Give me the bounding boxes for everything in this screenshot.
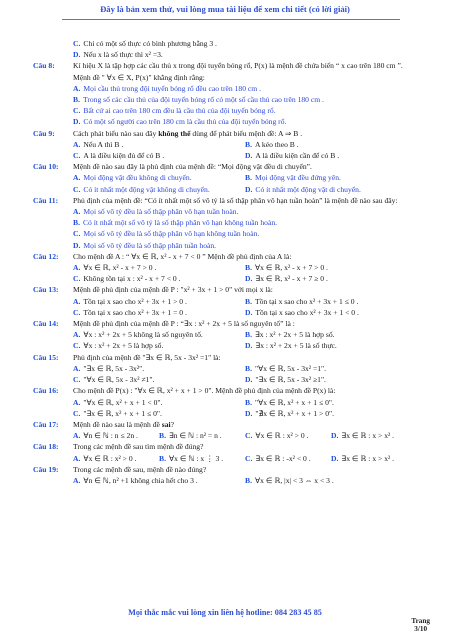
question-list bbox=[33, 38, 418, 486]
question-14 bbox=[33, 318, 418, 329]
question-16 bbox=[33, 385, 418, 396]
question-15 bbox=[33, 352, 418, 363]
option-c: C. ∀x ∈ ℝ : x² > 0 . bbox=[245, 431, 309, 441]
question-12 bbox=[33, 251, 418, 262]
question-text: Cho mệnh đề A : “ ∀x ∈ ℝ, x² - x + 7 < 0 ” Mệnh đề phủ định của A là: bbox=[73, 251, 292, 261]
option-d: D. "∃x ∈ ℝ, 5x - 3x² ≥1". bbox=[245, 375, 326, 385]
question-label: Câu 8: bbox=[33, 61, 55, 71]
option-row bbox=[73, 475, 418, 486]
question-label: Câu 12: bbox=[33, 251, 59, 261]
option-c: C. Có ít nhất một động vật không di chuyển. bbox=[73, 184, 210, 194]
question-label: Câu 16: bbox=[33, 386, 59, 396]
question-13 bbox=[33, 284, 418, 295]
question-text: Mệnh đề phủ định của mệnh đề P : “∃x : x² + 2x + 5 là số nguyên tố” là : bbox=[73, 319, 295, 329]
option-row bbox=[73, 172, 418, 183]
option-b: B. "∀x ∈ ℝ, x² + x + 1 ≤ 0". bbox=[245, 397, 334, 407]
option-row bbox=[73, 408, 418, 419]
option-row bbox=[73, 296, 418, 307]
option-d: D. Có một số người cao trên 180 cm là cầu thủ của đội tuyển bóng rổ. bbox=[73, 117, 287, 127]
option-c: C. Chỉ có một số thực có bình phương bằng 3 . bbox=[73, 39, 217, 48]
option-a: A. ∀n ∈ ℕ, n² +1 không chia hết cho 3 . bbox=[73, 475, 198, 485]
option-row bbox=[73, 150, 418, 161]
header-divider bbox=[62, 19, 400, 20]
option-d: D. ∃x ∈ ℝ, x² - x + 7 ≥ 0 . bbox=[245, 274, 328, 284]
option-b: B. A kéo theo B . bbox=[245, 139, 299, 149]
option-row bbox=[73, 139, 418, 150]
option-a: A. Tồn tại x sao cho x² + 3x + 1 > 0 . bbox=[73, 296, 187, 306]
option-c: C. Tồn tại x sao cho x² + 3x + 1 = 0 . bbox=[73, 307, 187, 317]
option-c: C. A là điều kiện đủ để có B . bbox=[73, 151, 165, 161]
option-row bbox=[73, 340, 418, 351]
option-b: B. ∃n ∈ ℕ : n² = n . bbox=[159, 431, 222, 441]
hotline-footer: Mọi thắc mắc vui lòng xin liên hệ hotline: 084 283 45 85 bbox=[128, 608, 322, 617]
option-d: D. ∃x ∈ ℝ : x > x² . bbox=[331, 453, 395, 463]
option-d: D. A là điều kiện cần để có B . bbox=[245, 151, 340, 161]
option-c: C. "∃x ∈ ℝ, x² + x + 1 ≤ 0". bbox=[73, 408, 162, 418]
option-row bbox=[73, 397, 418, 408]
option-c: C. ∀x : x² + 2x + 5 là hợp số. bbox=[73, 341, 164, 351]
page-number bbox=[411, 617, 430, 633]
page-count: 3/10 bbox=[414, 625, 428, 633]
option-c: C. Không tồn tại x : x² - x + 7 < 0 . bbox=[73, 274, 181, 284]
option-d: D. "∄x ∈ ℝ, x² + x + 1 > 0". bbox=[245, 408, 335, 418]
preview-banner: Đây là bản xem thử, vui lòng mua tài liệu để xem chi tiết (có lời giải) bbox=[100, 4, 350, 14]
option-row bbox=[73, 273, 418, 284]
option-a: A. Mọi động vật đều không di chuyển. bbox=[73, 173, 192, 183]
option-c: C. Mọi số vô tỷ đều là số thập phân vô hạn không tuần hoàn. bbox=[73, 229, 260, 239]
question-text: Mệnh đề phủ định của mệnh đề P : "x² + 3x + 1 > 0" với mọi x là: bbox=[73, 285, 273, 295]
question-text: Cách phát biểu nào sau đây không thể dùng để phát biểu mệnh đề: A ⇒ B . bbox=[73, 128, 303, 138]
option-row bbox=[73, 374, 418, 385]
question-text: Trong các mệnh đề sau tìm mệnh đề đúng? bbox=[73, 442, 204, 452]
question-18 bbox=[33, 441, 418, 452]
option-b: B. Mọi động vật đều đứng yên. bbox=[245, 173, 341, 183]
question-text: Phủ định của mệnh đề: “Có ít nhất một số vô tỷ là số thập phân vô hạn tuần hoàn” là mệnh đề nào sau đây: bbox=[73, 195, 398, 205]
option-row bbox=[73, 329, 418, 340]
option-d: D. Tồn tại x sao cho x² + 3x + 1 < 0 . bbox=[245, 307, 359, 317]
option-a: A. ∀x : x² + 2x + 5 không là số nguyên tố. bbox=[73, 330, 203, 340]
option-c: C. "∀x ∈ ℝ, 5x - 3x² ≠1". bbox=[73, 375, 155, 385]
question-text: Mệnh đề nào sau đây là phủ định của mệnh đề: “Mọi động vật đều di chuyển”. bbox=[73, 162, 312, 172]
question-10 bbox=[33, 161, 418, 172]
question-label: Câu 14: bbox=[33, 319, 59, 329]
option-b: B. ∀x ∈ ℕ : x ⋮ 3 . bbox=[159, 453, 224, 463]
option-d: D. Có ít nhất một động vật di chuyển. bbox=[245, 184, 361, 194]
option-b: B. Có ít nhất một số vô tỷ là số thập phân vô hạn không tuần hoàn. bbox=[73, 218, 278, 228]
question-17 bbox=[33, 419, 418, 430]
option-a: A. Mọi số vô tỷ đều là số thập phân vô hạn tuần hoàn. bbox=[73, 207, 239, 217]
option-row bbox=[73, 307, 418, 318]
question-label: Câu 17: bbox=[33, 419, 59, 429]
option-b: B. Trong số các cầu thủ của đội tuyển bóng rổ có một số cầu thủ cao trên 180 cm . bbox=[73, 95, 324, 105]
option-d: D. ∃x ∈ ℝ : x > x² . bbox=[331, 431, 395, 441]
question-label: Câu 10: bbox=[33, 162, 59, 172]
option-a: A. Mọi cầu thủ trong đội tuyển bóng rổ đều cao trên 180 cm . bbox=[73, 83, 261, 93]
option-b: B. ∀x ∈ ℝ, x² - x + 7 > 0 . bbox=[245, 263, 328, 273]
option-row bbox=[73, 363, 418, 374]
option-a: A. Nếu A thì B . bbox=[73, 139, 124, 149]
question-11 bbox=[33, 195, 418, 206]
question-label: Câu 9: bbox=[33, 128, 55, 138]
option-d: D. Mọi số vô tỷ đều là số thập phân tuần hoàn. bbox=[73, 240, 217, 250]
question-text: Trong các mệnh đề sau, mệnh đề nào đúng? bbox=[73, 464, 207, 474]
question-label: Câu 18: bbox=[33, 442, 59, 452]
question-text: Phủ định của mệnh đề "∃x ∈ ℝ, 5x - 3x² =1" là: bbox=[73, 352, 221, 362]
question-8 bbox=[33, 60, 418, 82]
option-b: B. Tồn tại x sao cho x² + 3x + 1 ≤ 0 . bbox=[245, 296, 359, 306]
option-a: A. "∃x ∈ ℝ, 5x - 3x²". bbox=[73, 363, 145, 373]
option-d: D. ∃x : x² + 2x + 5 là số thực. bbox=[245, 341, 337, 351]
question-text: Mệnh đề nào sau là mệnh đề sai? bbox=[73, 419, 175, 429]
option-a: A. ∀x ∈ ℝ : x² > 0 . bbox=[73, 453, 137, 463]
question-text: Kí hiệu X là tập hợp các cầu thủ x trong đội tuyển bóng rổ, P(x) là mệnh đề chứa biến “ x cao trên 180 cm ”. Mệnh đề " ∀x ∈ X, P(x)" khẳng định rằng: bbox=[73, 61, 403, 82]
option-row bbox=[73, 262, 418, 273]
option-b: B. ∀x ∈ ℝ, |x| < 3 ⇔ x < 3 . bbox=[245, 475, 334, 485]
option-b: B. "∀x ∈ ℝ, 5x - 3x² =1". bbox=[245, 363, 327, 373]
option-c: C. Bất cứ ai cao trên 180 cm đều là cầu thủ của đội tuyển bóng rổ. bbox=[73, 106, 276, 116]
question-19 bbox=[33, 464, 418, 475]
question-text: Cho mệnh đề P(x) : "∀x ∈ ℝ, x² + x + 1 > 0". Mệnh đề phủ định của mệnh đề P(x) là: bbox=[73, 386, 336, 396]
question-label: Câu 15: bbox=[33, 352, 59, 362]
option-a: A. ∀n ∈ ℕ : n ≤ 2n . bbox=[73, 431, 138, 441]
option-a: A. ∀x ∈ ℝ, x² - x + 7 > 0 . bbox=[73, 263, 157, 273]
option-row bbox=[73, 453, 418, 464]
page-label: Trang bbox=[411, 617, 430, 625]
question-label: Câu 13: bbox=[33, 285, 59, 295]
question-label: Câu 11: bbox=[33, 195, 59, 205]
option-d: D. Nếu x là số thực thì x² =3. bbox=[73, 50, 163, 60]
option-b: B. ∃x : x² + 2x + 5 là hợp số. bbox=[245, 330, 335, 340]
option-row bbox=[73, 184, 418, 195]
option-c: C. ∃x ∈ ℝ : -x² < 0 . bbox=[245, 453, 311, 463]
question-9 bbox=[33, 128, 418, 139]
option-row bbox=[73, 430, 418, 441]
option-a: A. "∀x ∈ ℝ, x² + x + 1 < 0". bbox=[73, 397, 163, 407]
question-label: Câu 19: bbox=[33, 464, 59, 474]
